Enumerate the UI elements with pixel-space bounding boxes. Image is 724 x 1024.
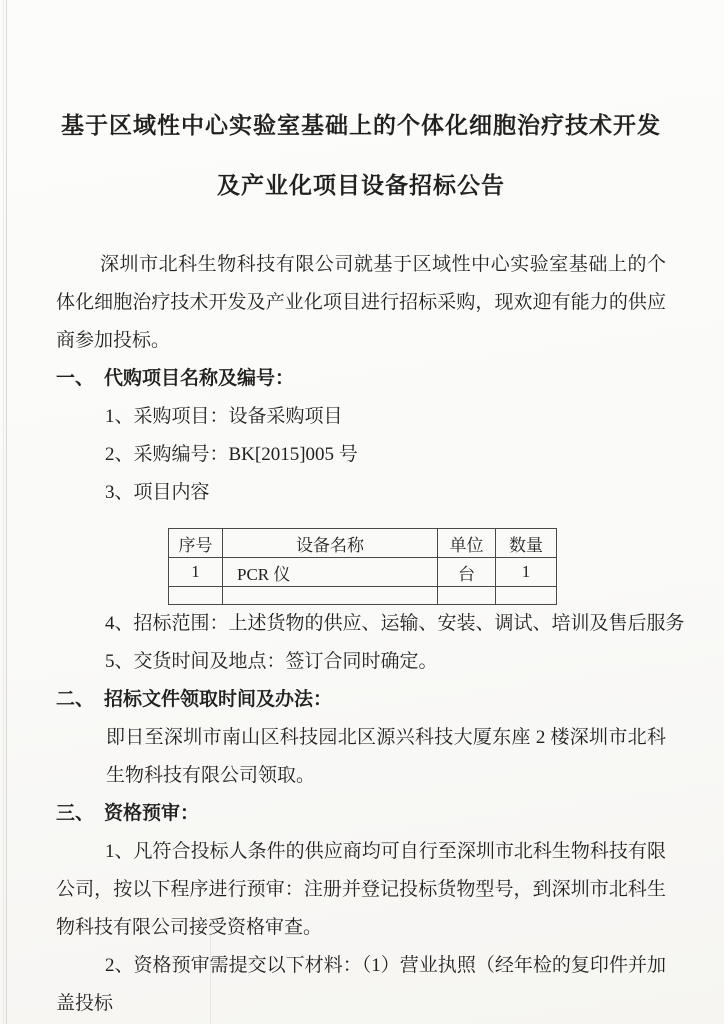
section-3-number: 三、 (56, 803, 95, 824)
section-1-item-3: 3、项目内容 (105, 482, 210, 503)
table-header-row (169, 529, 557, 558)
section-1-label: 代购项目名称及编号： (104, 368, 295, 389)
intro-paragraph: 深圳市北科生物科技有限公司就基于区域性中心实验室基础上的个体化细胞治疗技术开发及产业化项目进行招标采购，现欢迎有能力的供应商参加投标。 (56, 254, 666, 351)
section-1-item-5: 5、交货时间及地点：签订合同时确定。 (105, 651, 438, 672)
section-3-paragraph-2: 2、资格预审需提交以下材料：（1）营业执照（经年检的复印件并加盖投标 (56, 955, 666, 1014)
section-1-heading (56, 360, 666, 398)
document-title (56, 108, 666, 204)
cell-index-empty (169, 587, 223, 605)
table-header-unit: 单位 (438, 529, 496, 558)
title-line-gap (56, 144, 666, 168)
section-1-item-2: 2、采购编号：BK[2015]005 号 (105, 444, 358, 465)
section-3-heading (56, 795, 666, 833)
section-1-item-1: 1、采购项目：设备采购项目 (105, 406, 343, 427)
table-row-empty (169, 587, 557, 605)
section-2-heading (56, 681, 666, 719)
section-1-item-4: 4、招标范围：上述货物的供应、运输、安装、调试、培训及售后服务 (105, 613, 685, 634)
cell-unit: 台 (438, 558, 496, 587)
title-line-1: 基于区域性中心实验室基础上的个体化细胞治疗技术开发 (61, 113, 661, 138)
section-3-paragraph-1: 1、凡符合投标人条件的供应商均可自行至深圳市北科生物科技有限公司，按以下程序进行预审：注册并登记投标货物型号，到深圳市北科生物科技有限公司接受资格审查。 (56, 841, 666, 938)
cell-unit-empty (438, 587, 496, 605)
section-2-number: 二、 (56, 689, 95, 710)
table-header-index: 序号 (169, 529, 223, 558)
section-2-paragraph: 即日至深圳市南山区科技园北区源兴科技大厦东座 2 楼深圳市北科生物科技有限公司领取。 (106, 727, 666, 786)
cell-quantity: 1 (496, 558, 557, 587)
section-1-number: 一、 (56, 368, 95, 389)
table-header-quantity: 数量 (496, 529, 557, 558)
table-row (169, 558, 557, 587)
cell-device-name: PCR 仪 (223, 558, 438, 587)
equipment-table (168, 528, 557, 605)
section-3-label: 资格预审： (104, 803, 200, 824)
table-header-device-name: 设备名称 (223, 529, 438, 558)
title-line-2: 及产业化项目设备招标公告 (217, 173, 505, 198)
section-2-label: 招标文件领取时间及办法： (104, 689, 333, 710)
cell-quantity-empty (496, 587, 557, 605)
cell-device-name-empty (223, 587, 438, 605)
cell-index: 1 (169, 558, 223, 587)
